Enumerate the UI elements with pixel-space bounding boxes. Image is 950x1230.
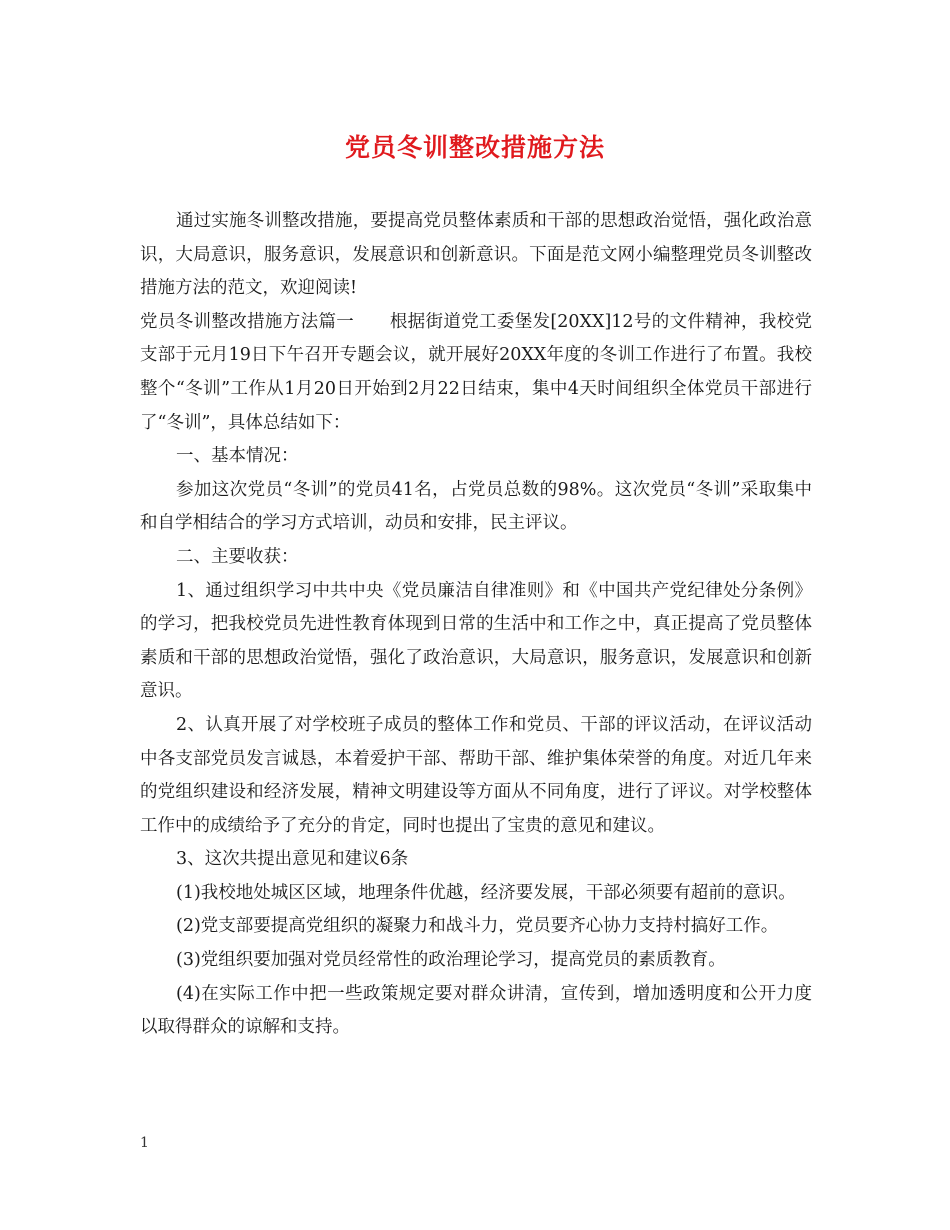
- paragraph: 3、这次共提出意见和建议6条: [176, 849, 409, 870]
- paragraph: 通过实施冬训整改措施，要提高党员整体素质和干部的思想政治觉悟，强化政治意识，大局意识，服务意识，发展意识和创新意识。下面是范文网小编整理党员冬训整改措施方法的范文，欢迎阅读!: [140, 211, 812, 299]
- list-item: (3)党组织要加强对党员经常性的政治理论学习，提高党员的素质教育。: [176, 950, 726, 971]
- document-title: 党员冬训整改措施方法: [344, 133, 605, 162]
- list-item: (4)在实际工作中把一些政策规定要对群众讲清，宣传到，增加透明度和公开力度以取得群众的谅解和支持。: [140, 983, 812, 1038]
- paragraph: 1、通过组织学习中共中央《党员廉洁自律准则》和《中国共产党纪律处分条例》的学习，把我校党员先进性教育体现到日常的生活中和工作之中，真正提高了党员整体素质和干部的思想政治觉悟，强化了政治意识，大局意识，服务意识，发展意识和创新意识。: [140, 580, 812, 702]
- paragraph: 党员冬训整改措施方法篇一 根据街道党工委堡发[20XX]12号的文件精神，我校党支部于元月19日下午召开专题会议，就开展好20XX年度的冬训工作进行了布置。我校整个“冬训”工作从1月20日开始到2月22日结束，集中4天时间组织全体党员干部进行了“冬训”，具体总结如下：: [140, 311, 812, 433]
- page-number: 1: [140, 1135, 149, 1151]
- section-heading: 二、主要收获：: [176, 546, 299, 567]
- list-item: (2)党支部要提高党组织的凝聚力和战斗力，党员要齐心协力支持村搞好工作。: [176, 916, 779, 937]
- list-item: (1)我校地处城区区域，地理条件优越，经济要发展，干部必须要有超前的意识。: [176, 882, 796, 903]
- section-heading: 一、基本情况：: [176, 446, 299, 467]
- paragraph: 2、认真开展了对学校班子成员的整体工作和党员、干部的评议活动，在评议活动中各支部党员发言诚恳，本着爱护干部、帮助干部、维护集体荣誉的角度。对近几年来的党组织建设和经济发展，精神文明建设等方面从不同角度，进行了评议。对学校整体工作中的成绩给予了充分的肯定，同时也提出了宝贵的意见和建议。: [140, 714, 812, 836]
- paragraph: 参加这次党员“冬训”的党员41名，占党员总数的98%。这次党员“冬训”采取集中和自学相结合的学习方式培训，动员和安排，民主评议。: [140, 479, 812, 534]
- document-body: [140, 205, 812, 1045]
